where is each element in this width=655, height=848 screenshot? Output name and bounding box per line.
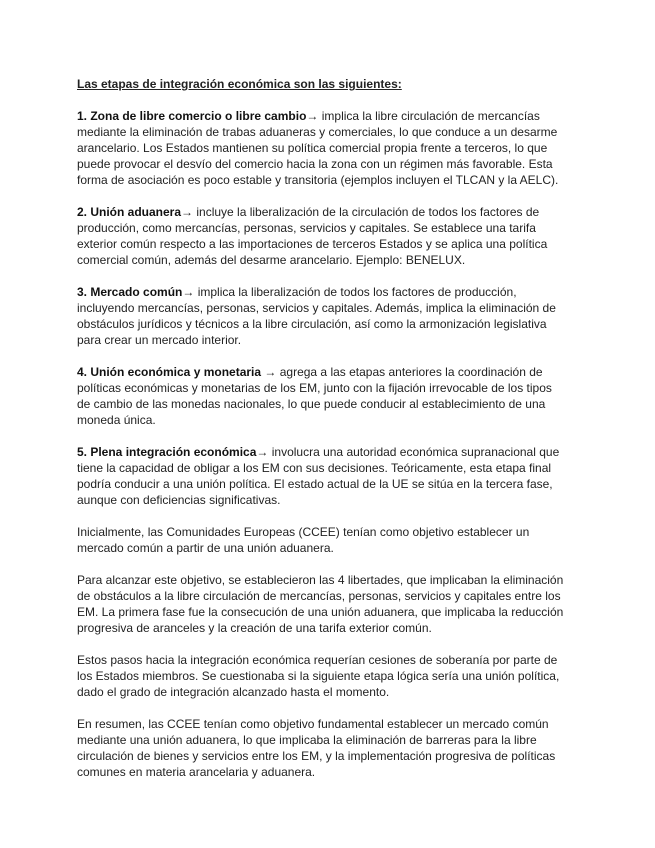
body-paragraph-4: En resumen, las CCEE tenían como objetivo fundamental establecer un mercado común mediante una unión aduanera, lo que implicaba la eliminación de barreras para la libre circulación de bienes y servicios entre los EM, y la implementación progresiva de políticas comunes en materia arancelaria y aduanera. <box>77 717 556 779</box>
body-paragraph-2: Para alcanzar este objetivo, se establecieron las 4 libertades, que implicaban la eliminación de obstáculos a la libre circulación de mercancías, personas, servicios y capitales entre los EM. La primera fase fue la consecución de una unión aduanera, que implicaba la reducción progresiva de aranceles y la creación de una tarifa exterior común. <box>77 573 564 635</box>
document-heading: Las etapas de integración económica son las siguientes: <box>77 77 402 91</box>
stage-3-paragraph <box>77 284 567 348</box>
stage-4-term: 4. Unión económica y monetaria <box>77 365 262 379</box>
stage-2-text: → incluye la liberalización de la circulación de todos los factores de producción, como mercancías, personas, servicios y capitales. Se establece una tarifa exterior común respecto a las importaciones de terceros Estados y se aplica una política comercial común, además del desarme arancelario. Ejemplo: BENELUX. <box>77 205 548 267</box>
stage-4-text: → agrega a las etapas anteriores la coordinación de políticas económicas y monetarias de los EM, junto con la fijación irrevocable de los tipos de cambio de las monedas nacionales, lo que puede conducir al establecimiento de una moneda única. <box>77 365 552 427</box>
stage-3-term: 3. Mercado común <box>77 285 183 299</box>
body-paragraph-1: Inicialmente, las Comunidades Europeas (CCEE) tenían como objetivo establecer un mercado común a partir de una unión aduanera. <box>77 525 530 555</box>
body-paragraph-3: Estos pasos hacia la integración económica requerían cesiones de soberanía por parte de los Estados miembros. Se cuestionaba si la siguiente etapa lógica sería una unión política, dado el grado de integración alcanzado hasta el momento. <box>77 653 560 699</box>
stage-1-term: 1. Zona de libre comercio o libre cambio <box>77 109 307 123</box>
stage-5-paragraph <box>77 444 567 508</box>
stage-1-text: → implica la libre circulación de mercancías mediante la eliminación de trabas aduaneras y comerciales, lo que conduce a un desarme arancelario. Los Estados mantienen su política comercial propia frente a terceros, lo que puede provocar el desvío del comercio hacia la zona con un régimen más favorable. Esta forma de asociación es poco estable y transitoria (ejemplos incluyen el TLCAN y la AELC). <box>77 109 559 187</box>
stage-4-paragraph <box>77 364 567 428</box>
stage-5-text: → involucra una autoridad económica supranacional que tiene la capacidad de obligar a los EM con sus decisiones. Teóricamente, esta etapa final podría conducir a una unión política. El estado actual de la UE se sitúa en la tercera fase, aunque con deficiencias significativas. <box>77 445 560 507</box>
stage-1-paragraph <box>77 108 567 188</box>
stage-5-term: 5. Plena integración económica <box>77 445 257 459</box>
stage-3-text: → implica la liberalización de todos los factores de producción, incluyendo mercancías, personas, servicios y capitales. Además, implica la eliminación de obstáculos jurídicos y técnicos a la libre circulación, así como la armonización legislativa para crear un mercado interior. <box>77 285 556 347</box>
document-page <box>77 76 567 796</box>
stage-2-paragraph <box>77 204 567 268</box>
stage-2-term: 2. Unión aduanera <box>77 205 182 219</box>
